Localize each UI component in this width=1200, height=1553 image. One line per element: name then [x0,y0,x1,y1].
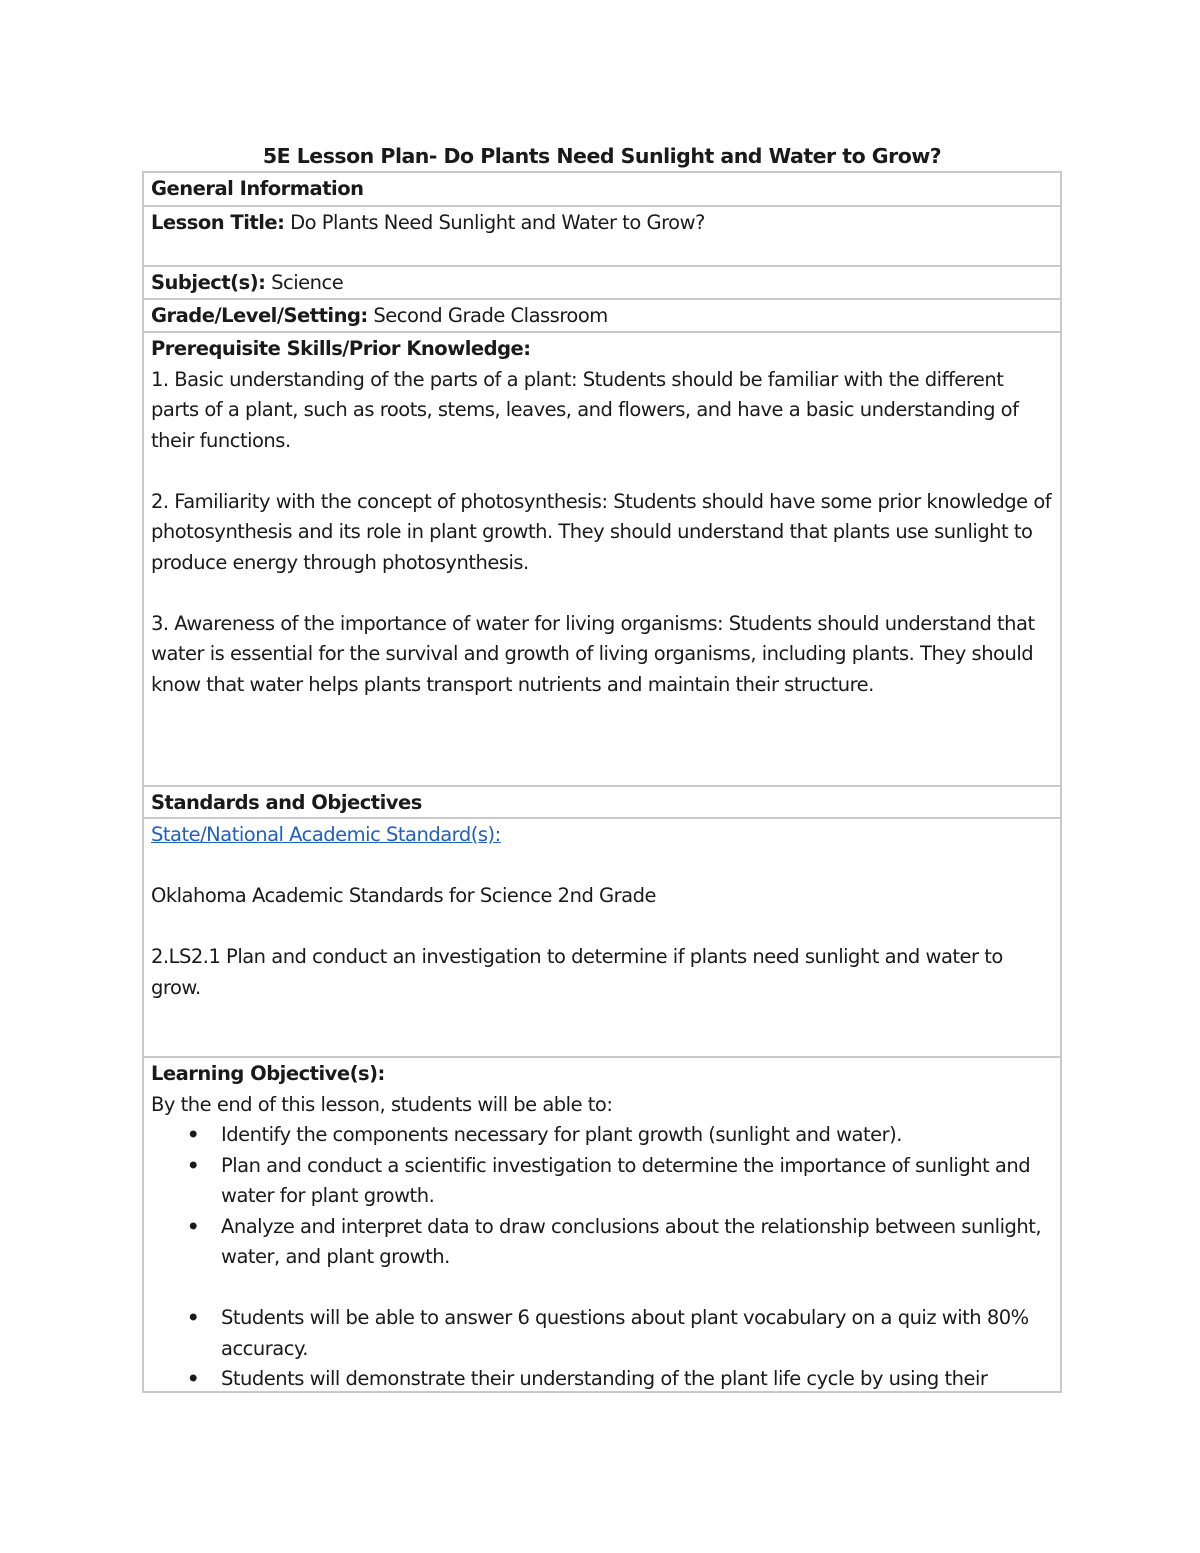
bullet-icon: • [187,1214,199,1238]
list-item [151,1120,1053,1151]
standards-row [144,819,1060,1058]
prerequisite-row [144,333,1060,787]
subject-row [144,267,1060,300]
standards-heading: Standards and Objectives [151,791,422,814]
objective-text: Analyze and interpret data to draw conclusions about the relationship between sunlight, water, and plant growth. [221,1214,1042,1268]
prerequisite-item-2: 2. Familiarity with the concept of photosynthesis: Students should have some prior knowledge of photosynthesis and its role in plant growth. They should understand that plants use sunlight to produce energy through photosynthesis. [151,489,1052,574]
bullet-icon: • [187,1367,199,1390]
general-information-row [144,173,1060,207]
lesson-plan-table [142,171,1062,1393]
objective-text: Students will demonstrate their understanding of the plant life cycle by using their [221,1367,988,1390]
standard-name: Oklahoma Academic Standards for Science 2nd Grade [151,884,656,907]
bullet-icon: • [187,1306,199,1329]
bullet-icon: • [187,1123,199,1146]
standard-code-text: 2.LS2.1 Plan and conduct an investigation to determine if plants need sunlight and water to grow. [151,945,1003,999]
list-item [151,1364,1053,1391]
subject-label: Subject(s): [151,271,266,294]
grade-label: Grade/Level/Setting: [151,304,368,327]
standards-heading-row [144,787,1060,819]
prerequisite-item-1: 1. Basic understanding of the parts of a plant: Students should be familiar with the different parts of a plant, such as roots, stems, leaves, and flowers, and have a basic understanding of their functions. [151,367,1019,452]
objectives-list-primary [151,1120,1053,1273]
general-information-heading: General Information [151,177,364,200]
page-title: 5E Lesson Plan- Do Plants Need Sunlight and Water to Grow? [262,144,942,168]
bullet-icon: • [187,1153,199,1177]
lesson-title-value: Do Plants Need Sunlight and Water to Grow? [284,211,705,234]
objective-text: Identify the components necessary for plant growth (sunlight and water). [221,1123,902,1146]
lesson-title-row [144,207,1060,267]
objective-text: Plan and conduct a scientific investigation to determine the importance of sunlight and water for plant growth. [221,1153,1031,1207]
learning-objectives-intro: By the end of this lesson, students will be able to: [151,1092,613,1116]
lesson-title-label: Lesson Title: [151,211,285,234]
prerequisite-item-3: 3. Awareness of the importance of water for living organisms: Students should understand that water is essential for the survival and growth of living organisms, including plants. They should know that water helps plants transport nutrients and maintain their structure. [151,611,1035,696]
list-item [151,1303,1053,1364]
objective-text: Students will be able to answer 6 questions about plant vocabulary on a quiz with 80% accuracy. [221,1306,1029,1360]
subject-value: Science [265,271,344,294]
prerequisite-heading: Prerequisite Skills/Prior Knowledge: [151,337,531,360]
list-item [151,1151,1053,1212]
academic-standards-link[interactable]: State/National Academic Standard(s): [151,823,501,846]
grade-value: Second Grade Classroom [367,304,608,327]
learning-objectives-heading: Learning Objective(s): [151,1062,385,1085]
learning-objectives-row [144,1058,1060,1391]
objectives-list-secondary [151,1303,1053,1391]
list-item [151,1212,1053,1273]
grade-row [144,300,1060,333]
